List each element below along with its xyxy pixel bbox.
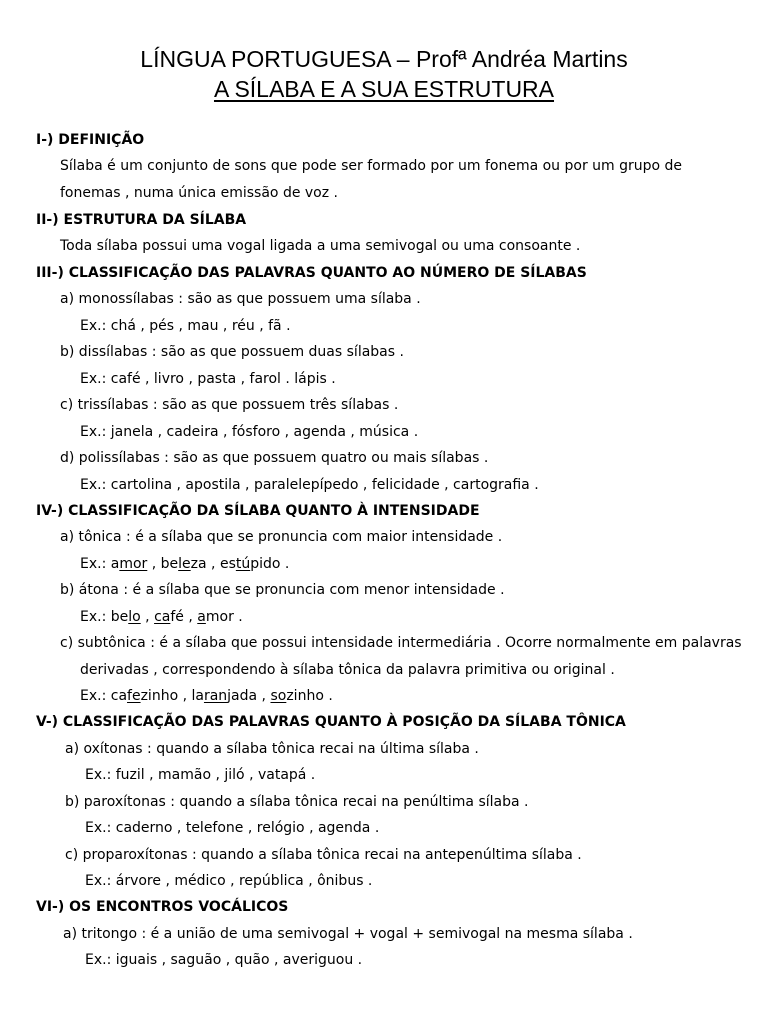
text-line: Ex.: árvore , médico , república , ônibus . bbox=[85, 873, 373, 889]
stressed-syllable: lo bbox=[128, 609, 141, 625]
section-heading: VI-) OS ENCONTROS VOCÁLICOS bbox=[36, 899, 289, 915]
text-segment: zinho , la bbox=[140, 688, 204, 704]
text-segment: , bbox=[140, 609, 155, 625]
text-line: Ex.: cartolina , apostila , paralelepípedo , felicidade , cartografia . bbox=[80, 477, 539, 493]
stressed-syllable: ca bbox=[154, 609, 171, 625]
text-line: Ex.: fuzil , mamão , jiló , vatapá . bbox=[85, 767, 316, 783]
stressed-syllable: ran bbox=[203, 688, 228, 704]
stressed-syllable: tú bbox=[235, 556, 251, 572]
section-heading: III-) CLASSIFICAÇÃO DAS PALAVRAS QUANTO AO NÚMERO DE SÍLABAS bbox=[36, 265, 587, 281]
text-line: a) oxítonas : quando a sílaba tônica recai na última sílaba . bbox=[65, 741, 479, 757]
page-title: LÍNGUA PORTUGUESA – Profª Andréa Martins bbox=[140, 46, 628, 72]
text-line bbox=[80, 555, 289, 573]
text-segment: Ex.: a bbox=[80, 556, 120, 572]
text-line: b) paroxítonas : quando a sílaba tônica recai na penúltima sílaba . bbox=[65, 794, 529, 810]
text-line: Sílaba é um conjunto de sons que pode ser formado por um fonema ou por um grupo de bbox=[60, 158, 683, 174]
text-line: c) subtônica : é a sílaba que possui intensidade intermediária . Ocorre normalmente em palavras bbox=[60, 635, 742, 651]
text-segment: Ex.: be bbox=[80, 609, 129, 625]
text-segment: mor . bbox=[205, 609, 243, 625]
section-heading: IV-) CLASSIFICAÇÃO DA SÍLABA QUANTO À INTENSIDADE bbox=[36, 503, 480, 519]
section-heading: II-) ESTRUTURA DA SÍLABA bbox=[36, 212, 247, 228]
stressed-syllable: fe bbox=[127, 688, 141, 704]
text-line: b) átona : é a sílaba que se pronuncia com menor intensidade . bbox=[60, 582, 505, 598]
text-line: a) tritongo : é a união de uma semivogal + vogal + semivogal na mesma sílaba . bbox=[63, 926, 633, 942]
stressed-syllable: so bbox=[270, 688, 287, 704]
text-line: c) proparoxítonas : quando a sílaba tônica recai na antepenúltima sílaba . bbox=[65, 847, 582, 863]
stressed-syllable: a bbox=[197, 609, 206, 625]
text-line: a) tônica : é a sílaba que se pronuncia com maior intensidade . bbox=[60, 529, 503, 545]
text-line: c) trissílabas : são as que possuem três sílabas . bbox=[60, 397, 399, 413]
text-segment: zinho . bbox=[286, 688, 333, 704]
text-line: Toda sílaba possui uma vogal ligada a uma semivogal ou uma consoante . bbox=[60, 238, 581, 254]
text-segment: jada , bbox=[227, 688, 271, 704]
page-subtitle: A SÍLABA E A SUA ESTRUTURA bbox=[213, 76, 555, 102]
text-segment: , be bbox=[147, 556, 179, 572]
text-line: Ex.: caderno , telefone , relógio , agenda . bbox=[85, 820, 380, 836]
text-line: Ex.: iguais , saguão , quão , averiguou . bbox=[85, 952, 363, 968]
text-segment: za , es bbox=[190, 556, 236, 572]
text-line bbox=[80, 608, 243, 626]
text-line: Ex.: café , livro , pasta , farol . lápis . bbox=[80, 371, 336, 387]
stressed-syllable: mor bbox=[119, 556, 148, 572]
text-line: a) monossílabas : são as que possuem uma sílaba . bbox=[60, 291, 421, 307]
text-segment: pido . bbox=[250, 556, 290, 572]
text-line: Ex.: janela , cadeira , fósforo , agenda , música . bbox=[80, 424, 419, 440]
text-line: d) polissílabas : são as que possuem quatro ou mais sílabas . bbox=[60, 450, 489, 466]
section-heading: I-) DEFINIÇÃO bbox=[36, 132, 145, 148]
stressed-syllable: le bbox=[178, 556, 191, 572]
text-segment: Ex.: ca bbox=[80, 688, 128, 704]
text-line: derivadas , correspondendo à sílaba tônica da palavra primitiva ou original . bbox=[80, 662, 615, 678]
section-heading: V-) CLASSIFICAÇÃO DAS PALAVRAS QUANTO À POSIÇÃO DA SÍLABA TÔNICA bbox=[36, 714, 626, 730]
text-segment: fé , bbox=[170, 609, 198, 625]
text-line: b) dissílabas : são as que possuem duas sílabas . bbox=[60, 344, 404, 360]
text-line bbox=[80, 687, 333, 705]
text-line: Ex.: chá , pés , mau , réu , fã . bbox=[80, 318, 291, 334]
text-line: fonemas , numa única emissão de voz . bbox=[60, 185, 338, 201]
